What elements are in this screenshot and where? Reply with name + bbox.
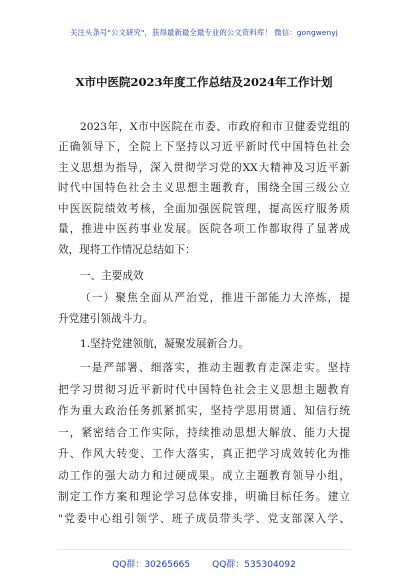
body-line: 2023年，X市中医院在市委、市政府和市卫健委党组的 (80, 121, 350, 133)
subsection-heading: 升党建引领战斗力。 (58, 313, 154, 325)
body-line: 升、作风大转变、工作大落实，真正把学习成效转化为推 (58, 448, 350, 460)
body-line: 中医医院绩效考核，全面加强医院管理，提高医疗服务质 (58, 203, 350, 215)
item-heading: 1.坚持党建领航，凝聚发展新合力。 (80, 338, 250, 350)
body-line: 把学习贯彻习近平新时代中国特色社会主义思想主题教育 (58, 384, 350, 396)
body-line: 量，推进中医药事业发展。医院各项工作都取得了显著成 (58, 223, 350, 235)
subsection-heading: （一）聚焦全面从严治党，推进干部能力大淬炼，提 (80, 292, 350, 304)
header-banner (0, 0, 408, 56)
body-line: 作为重大政治任务抓紧抓实，坚持学思用贯通、知信行统 (58, 405, 350, 417)
body-line: 正确领导下，全院上下坚持以习近平新时代中国特色社会 (58, 141, 350, 153)
footer-qq-group-2: QQ群：535304092 (212, 560, 296, 570)
body-line: 制定工作方案和理论学习总体安排，明确目标任务。建立 (58, 491, 350, 503)
body-line: 效，现将工作情况总结如下： (58, 244, 196, 256)
body-line: 时代中国特色社会主义思想主题教育，围绕全国三级公立 (58, 182, 350, 194)
header-promo-text: 关注头条号"公文研究"，获得最新最全最专业的公文资料库！ 微信：gongwenyj (70, 28, 338, 37)
body-line: 主义思想为指导，深入贯彻学习党的XX大精神及习近平新 (58, 162, 350, 174)
footer (0, 557, 408, 570)
body-line: 一，紧密结合工作实际，持续推动思想大解放、能力大提 (58, 427, 350, 439)
document-title: X市中医院2023年度工作总结及2024年工作计划 (75, 75, 333, 89)
footer-divider (58, 549, 350, 550)
body-line: 动工作的强大动力和过硬成果。成立主题教育领导小组， (58, 470, 350, 482)
body-line: "党委中心组引领学、班子成员带头学、党支部深入学、 (58, 513, 350, 525)
body-line: 一是严部署、细落实，推动主题教育走深走实。坚持 (80, 362, 350, 374)
section-heading: 一、主要成效 (80, 270, 144, 282)
footer-qq-group-1: QQ群：30265665 (112, 560, 191, 570)
